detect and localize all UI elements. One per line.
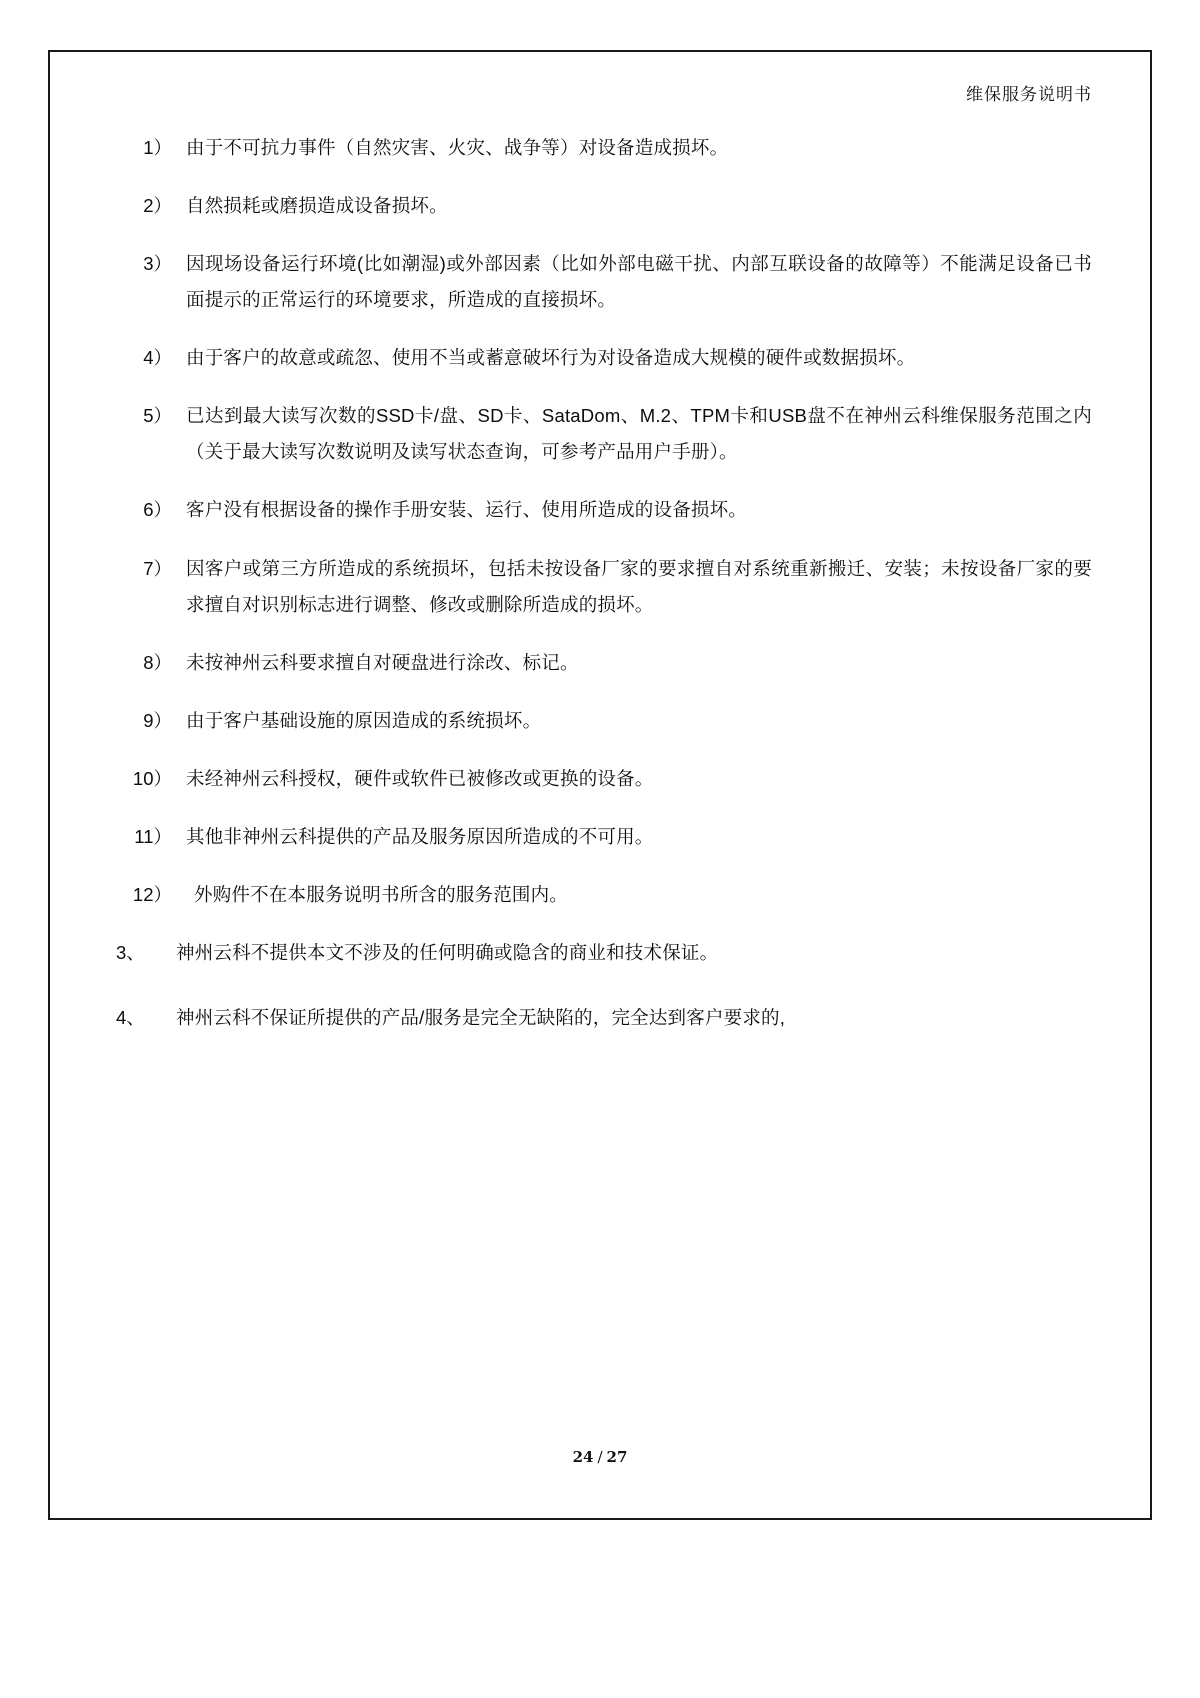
exclusions-list bbox=[108, 130, 1092, 913]
list-item-number: 4） bbox=[143, 347, 172, 369]
footer-separator: / bbox=[597, 1448, 603, 1466]
clause-text: 神州云科不保证所提供的产品/服务是完全无缺陷的，完全达到客户要求的, bbox=[176, 1007, 786, 1029]
list-item-text: 由于客户的故意或疏忽、使用不当或蓄意破坏行为对设备造成大规模的硬件或数据损坏。 bbox=[186, 347, 916, 369]
list-item-number: 9） bbox=[143, 709, 172, 731]
list-item bbox=[108, 551, 1092, 623]
clause-number: 4、 bbox=[116, 1007, 145, 1029]
list-item-number: 12） bbox=[132, 883, 172, 905]
list-item-number: 6） bbox=[143, 499, 172, 521]
clause-number: 3、 bbox=[116, 941, 145, 963]
header-title: 维保服务说明书 bbox=[966, 85, 1092, 105]
page-footer bbox=[48, 1448, 1152, 1466]
list-item-number: 1） bbox=[143, 137, 172, 158]
list-item bbox=[108, 645, 1092, 681]
list-item-number: 2） bbox=[143, 195, 172, 217]
list-item-number: 11） bbox=[134, 825, 172, 847]
list-item-number: 5） bbox=[143, 405, 172, 427]
list-item-number: 3） bbox=[143, 253, 172, 275]
list-item-text: 未按神州云科要求擅自对硬盘进行涂改、标记。 bbox=[186, 651, 579, 673]
list-item-number: 7） bbox=[143, 557, 172, 579]
list-item-text: 由于不可抗力事件（自然灾害、火灾、战争等）对设备造成损坏。 bbox=[186, 137, 729, 158]
footer-total-pages: 27 bbox=[606, 1448, 628, 1466]
list-item-text: 未经神州云科授权，硬件或软件已被修改或更换的设备。 bbox=[186, 767, 654, 789]
clause-item bbox=[108, 935, 1092, 970]
list-item-number: 10） bbox=[132, 767, 172, 789]
list-item bbox=[108, 398, 1092, 470]
list-item bbox=[108, 130, 1092, 166]
list-item bbox=[108, 703, 1092, 739]
list-item-text: 其他非神州云科提供的产品及服务原因所造成的不可用。 bbox=[186, 825, 654, 847]
clause-item bbox=[108, 1000, 1092, 1035]
list-item bbox=[108, 877, 1092, 913]
list-item bbox=[108, 246, 1092, 318]
clause-text: 神州云科不提供本文不涉及的任何明确或隐含的商业和技术保证。 bbox=[176, 941, 719, 963]
list-item-text: 因现场设备运行环境(比如潮湿)或外部因素（比如外部电磁干扰、内部互联设备的故障等）不能满足设备已书面提示的正常运行的环境要求，所造成的直接损坏。 bbox=[186, 253, 1092, 311]
clauses-list bbox=[108, 935, 1092, 1035]
list-item bbox=[108, 188, 1092, 224]
list-item bbox=[108, 340, 1092, 376]
list-item-text: 已达到最大读写次数的SSD卡/盘、SD卡、SataDom、M.2、TPM卡和USB盘不在神州云科维保服务范围之内（关于最大读写次数说明及读写状态查询，可参考产品用户手册）。 bbox=[186, 405, 1092, 463]
footer-current-page: 24 bbox=[572, 1448, 594, 1466]
list-item-text: 自然损耗或磨损造成设备损坏。 bbox=[186, 195, 448, 217]
list-item bbox=[108, 819, 1092, 855]
list-item-text: 因客户或第三方所造成的系统损坏，包括未按设备厂家的要求擅自对系统重新搬迁、安装；未按设备厂家的要求擅自对识别标志进行调整、修改或删除所造成的损坏。 bbox=[186, 557, 1092, 615]
list-item-number: 8） bbox=[143, 651, 172, 673]
list-item-text: 由于客户基础设施的原因造成的系统损坏。 bbox=[186, 709, 542, 731]
list-item bbox=[108, 761, 1092, 797]
list-item-text: 客户没有根据设备的操作手册安装、运行、使用所造成的设备损坏。 bbox=[186, 499, 748, 521]
page-header bbox=[48, 80, 1152, 105]
list-item bbox=[108, 492, 1092, 528]
page-content bbox=[48, 130, 1152, 1065]
list-item-text: 外购件不在本服务说明书所含的服务范围内。 bbox=[194, 883, 569, 905]
